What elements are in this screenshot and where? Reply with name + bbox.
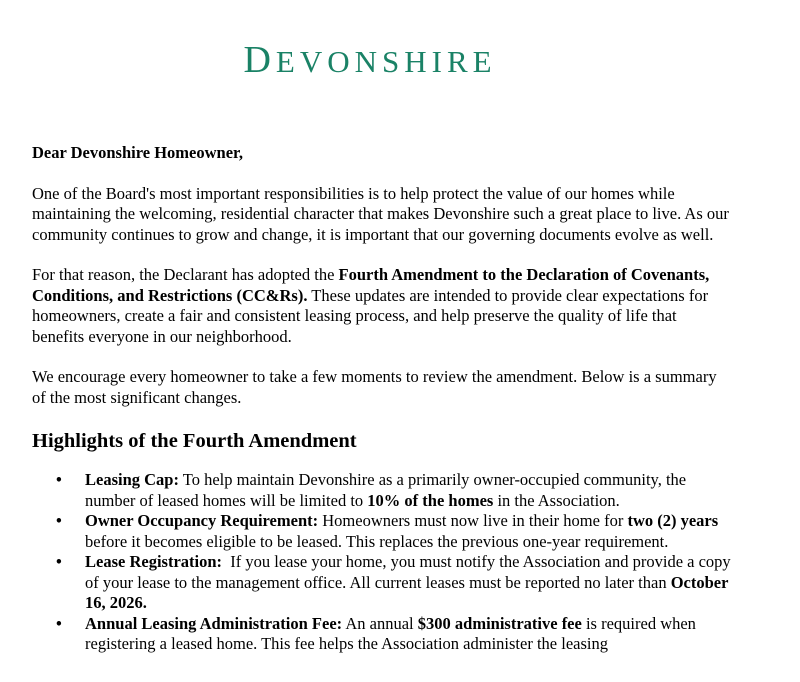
intro-paragraph: One of the Board's most important responsibilities is to help protect the value of our homes while maintaining the welcoming, residential character that makes Devonshire such a great place to live. As our community continues to grow and change, it is important that our governing documents evolve as well. — [32, 183, 729, 244]
bullet-icon: • — [56, 511, 62, 530]
list-item-annual-fee: • Annual Leasing Administration Fee: An annual $300 administrative fee is required when registering a leased home. This fee helps the Association administer the leasing — [56, 613, 696, 653]
salutation: Dear Devonshire Homeowner, — [32, 143, 243, 162]
bullet-icon: • — [56, 613, 62, 633]
review-paragraph: We encourage every homeowner to take a few moments to review the amendment. Below is a summary of the most significant changes. — [32, 367, 717, 407]
devonshire-logo: DEVONSHIRE — [243, 39, 497, 81]
list-item-lease-registration: • Lease Registration: If you lease your home, you must notify the Association and provide a copy of your lease to the management office. All current leases must be reported no later than October 16, 2026. — [56, 552, 735, 612]
section-heading: Highlights of the Fourth Amendment — [32, 430, 357, 452]
bullet-icon: • — [56, 552, 62, 571]
list-item-leasing-cap: • Leasing Cap: To help maintain Devonshire as a primarily owner-occupied community, the number of leased homes will be limited to 10% of the homes in the Association. — [56, 470, 687, 510]
highlights-list — [32, 470, 735, 655]
list-item-owner-occupancy: • Owner Occupancy Requirement: Homeowners must now live in their home for two (2) years before it becomes eligible to be leased. This replaces the previous one-year requirement. — [56, 511, 719, 551]
bullet-icon: • — [56, 470, 62, 489]
amendment-paragraph: For that reason, the Declarant has adopted the Fourth Amendment to the Declaration of Covenants, Conditions, and Restrictions (CC&Rs). These updates are intended to provide clear expectations for homeowners, create a fair and consistent leasing process, and help preserve the quality of life that benefits everyone in our neighborhood. — [32, 265, 710, 346]
letter-body — [32, 143, 735, 655]
